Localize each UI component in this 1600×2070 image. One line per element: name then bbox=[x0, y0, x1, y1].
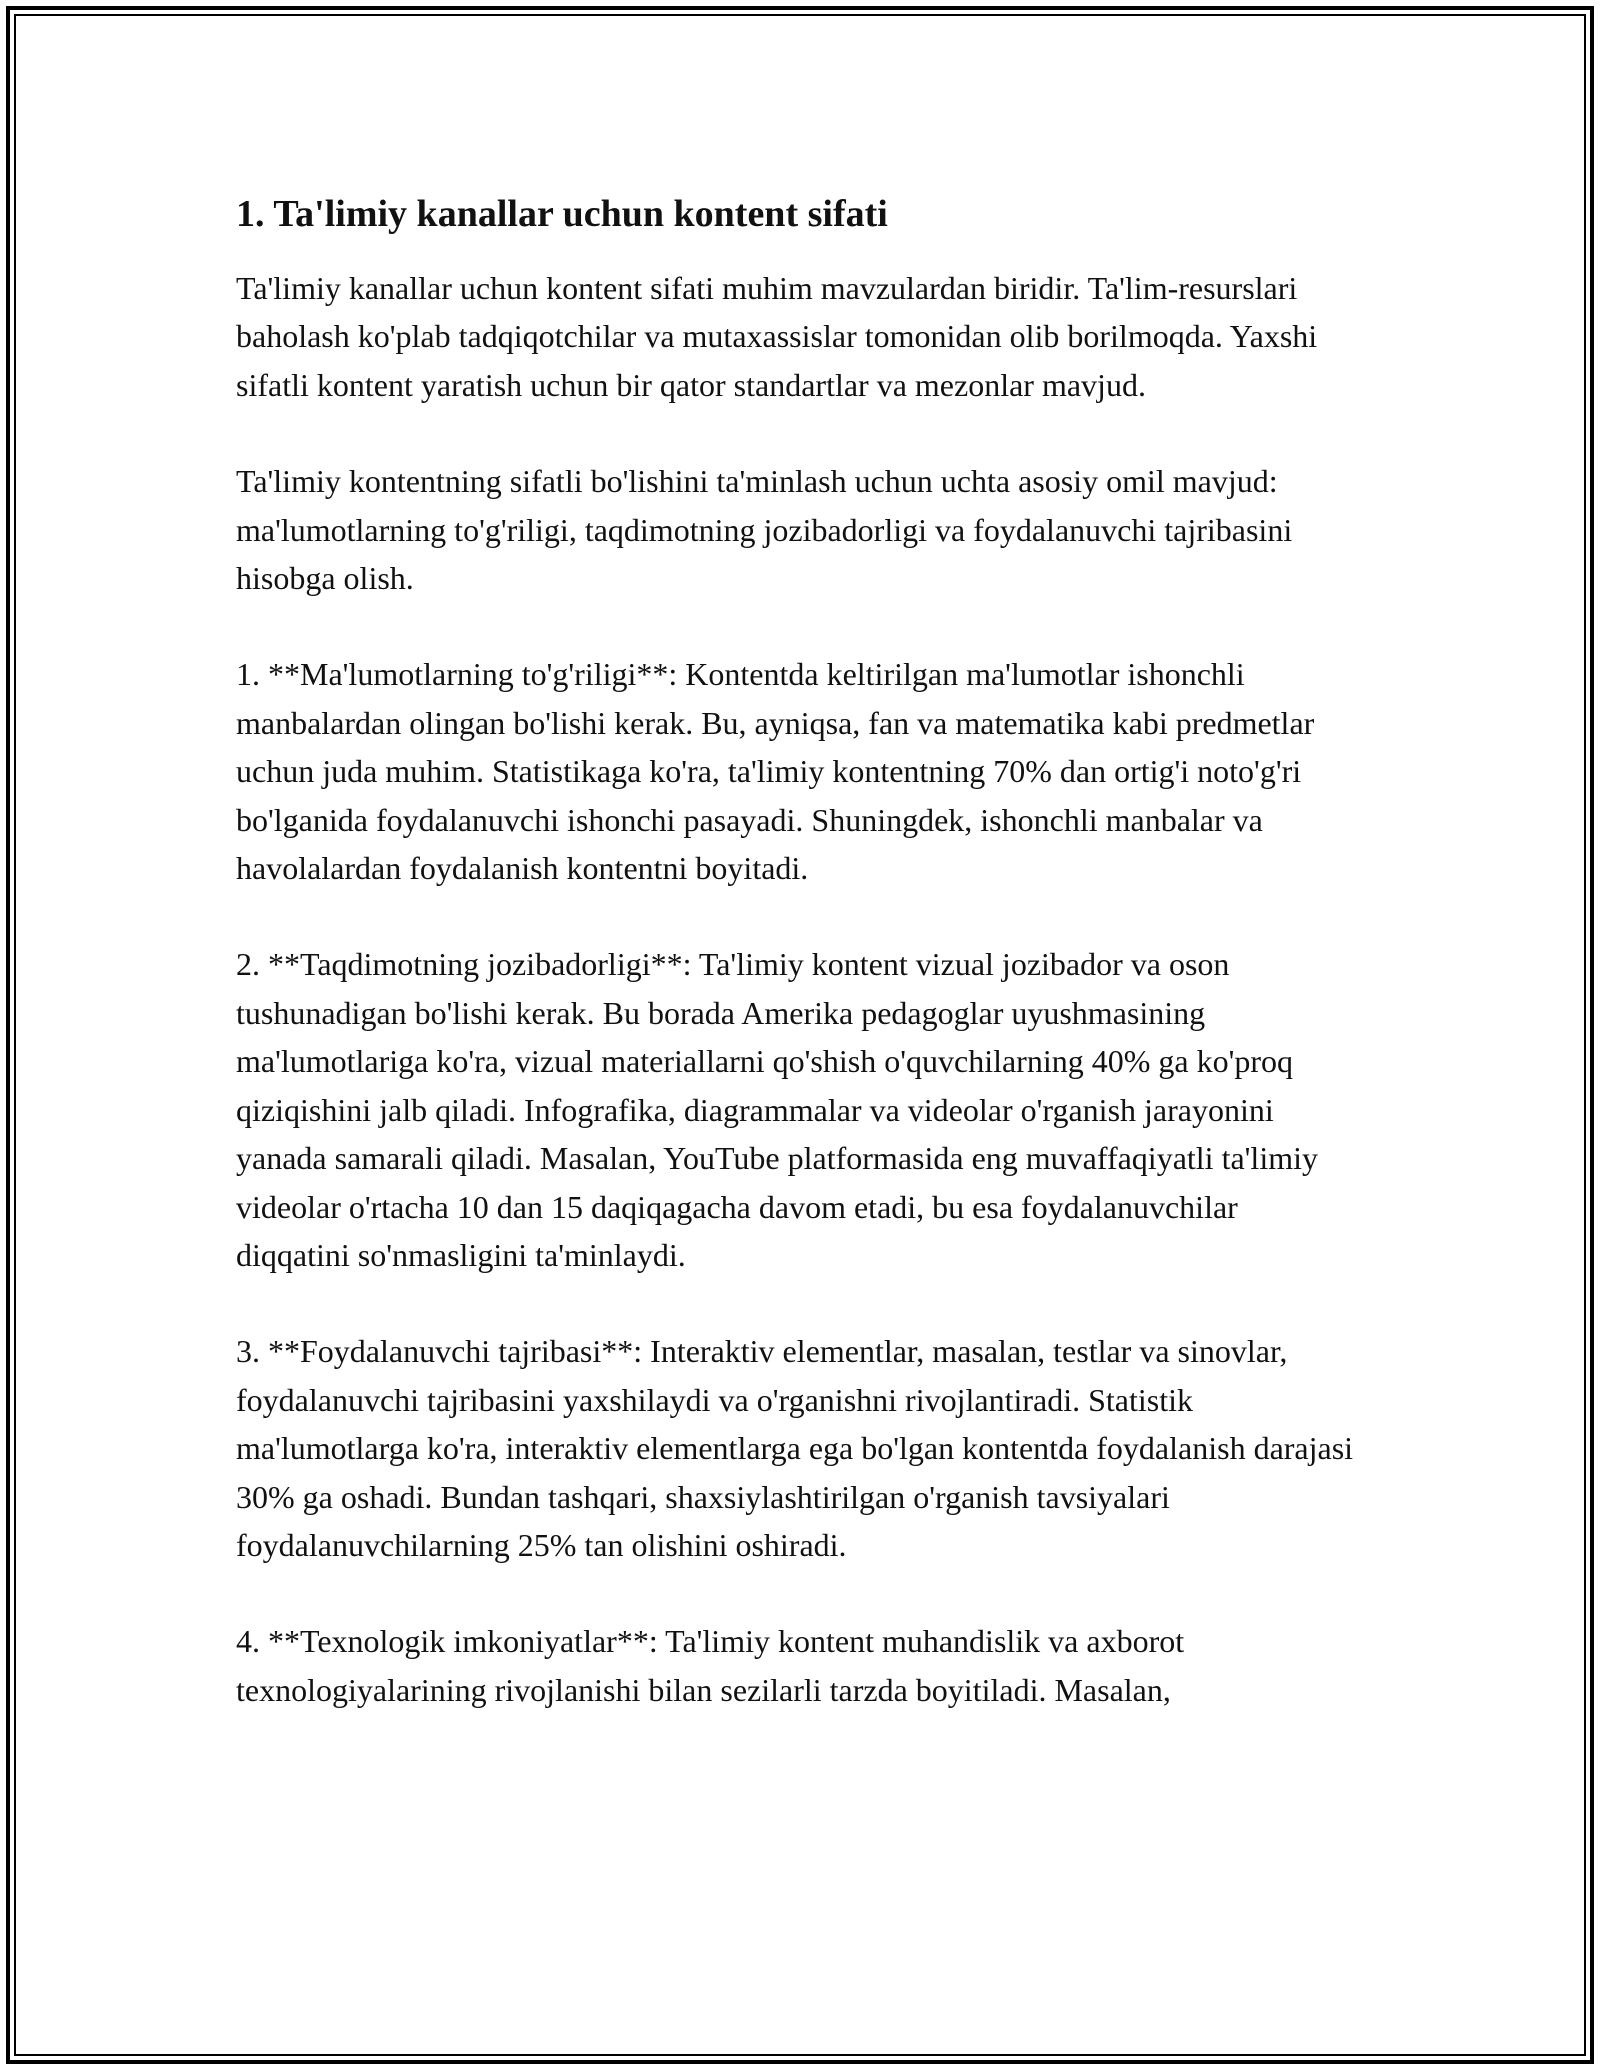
document-body bbox=[236, 186, 1354, 1714]
section-heading: 1. Ta'limiy kanallar uchun kontent sifati bbox=[236, 193, 888, 235]
paragraph-item-4: 4. **Texnologik imkoniyatlar**: Ta'limiy kontent muhandislik va axborot texnologiyalarining rivojlanishi bilan sezilarli tarzda boyitiladi. Masalan, bbox=[236, 1623, 1185, 1708]
paragraph-item-2: 2. **Taqdimotning jozibadorligi**: Ta'limiy kontent vizual jozibador va oson tushunadigan bo'lishi kerak. Bu borada Amerika pedagoglar uyushmasining ma'lumotlariga ko'ra, vizual materiallarni qo'shish o'quvchilarning 40% ga ko'proq qiziqishini jalb qiladi. Infografika, diagrammalar va videolar o'rganish jarayonini yanada samarali qiladi. Masalan, YouTube platformasida eng muvaffaqiyatli ta'limiy videolar o'rtacha 10 dan 15 daqiqagacha davom etadi, bu esa foydalanuvchilar diqqatini so'nmasligini ta'minlaydi. bbox=[236, 946, 1318, 1273]
paragraph-intro: Ta'limiy kanallar uchun kontent sifati muhim mavzulardan biridir. Ta'lim-resurslari baholash ko'plab tadqiqotchilar va mutaxassislar tomonidan olib borilmoqda. Yaxshi sifatli kontent yaratish uchun bir qator standartlar va mezonlar mavjud. bbox=[236, 270, 1318, 403]
paragraph-factors: Ta'limiy kontentning sifatli bo'lishini ta'minlash uchun uchta asosiy omil mavjud: ma'lumotlarning to'g'riligi, taqdimotning jozibadorligi va foydalanuvchi tajribasini hisobga olish. bbox=[236, 463, 1293, 597]
paragraph-item-3: 3. **Foydalanuvchi tajribasi**: Interaktiv elementlar, masalan, testlar va sinovlar, foydalanuvchi tajribasini yaxshilaydi va o'rganishni rivojlantiradi. Statistik ma'lumotlarga ko'ra, interaktiv elementlarga ega bo'lgan kontentda foydalanish darajasi 30% ga oshadi. Bundan tashqari, shaxsiylashtirilgan o'rganish tavsiyalari foydalanuvchilarning 25% tan olishini oshiradi. bbox=[236, 1333, 1354, 1563]
paragraph-item-1: 1. **Ma'lumotlarning to'g'riligi**: Kontentda keltirilgan ma'lumotlar ishonchli manbalardan olingan bo'lishi kerak. Bu, ayniqsa, fan va matematika kabi predmetlar uchun juda muhim. Statistikaga ko'ra, ta'limiy kontentning 70% dan ortig'i noto'g'ri bo'lganida foydalanuvchi ishonchi pasayadi. Shuningdek, ishonchli manbalar va havolalardan foydalanish kontentni boyitadi. bbox=[236, 656, 1315, 887]
